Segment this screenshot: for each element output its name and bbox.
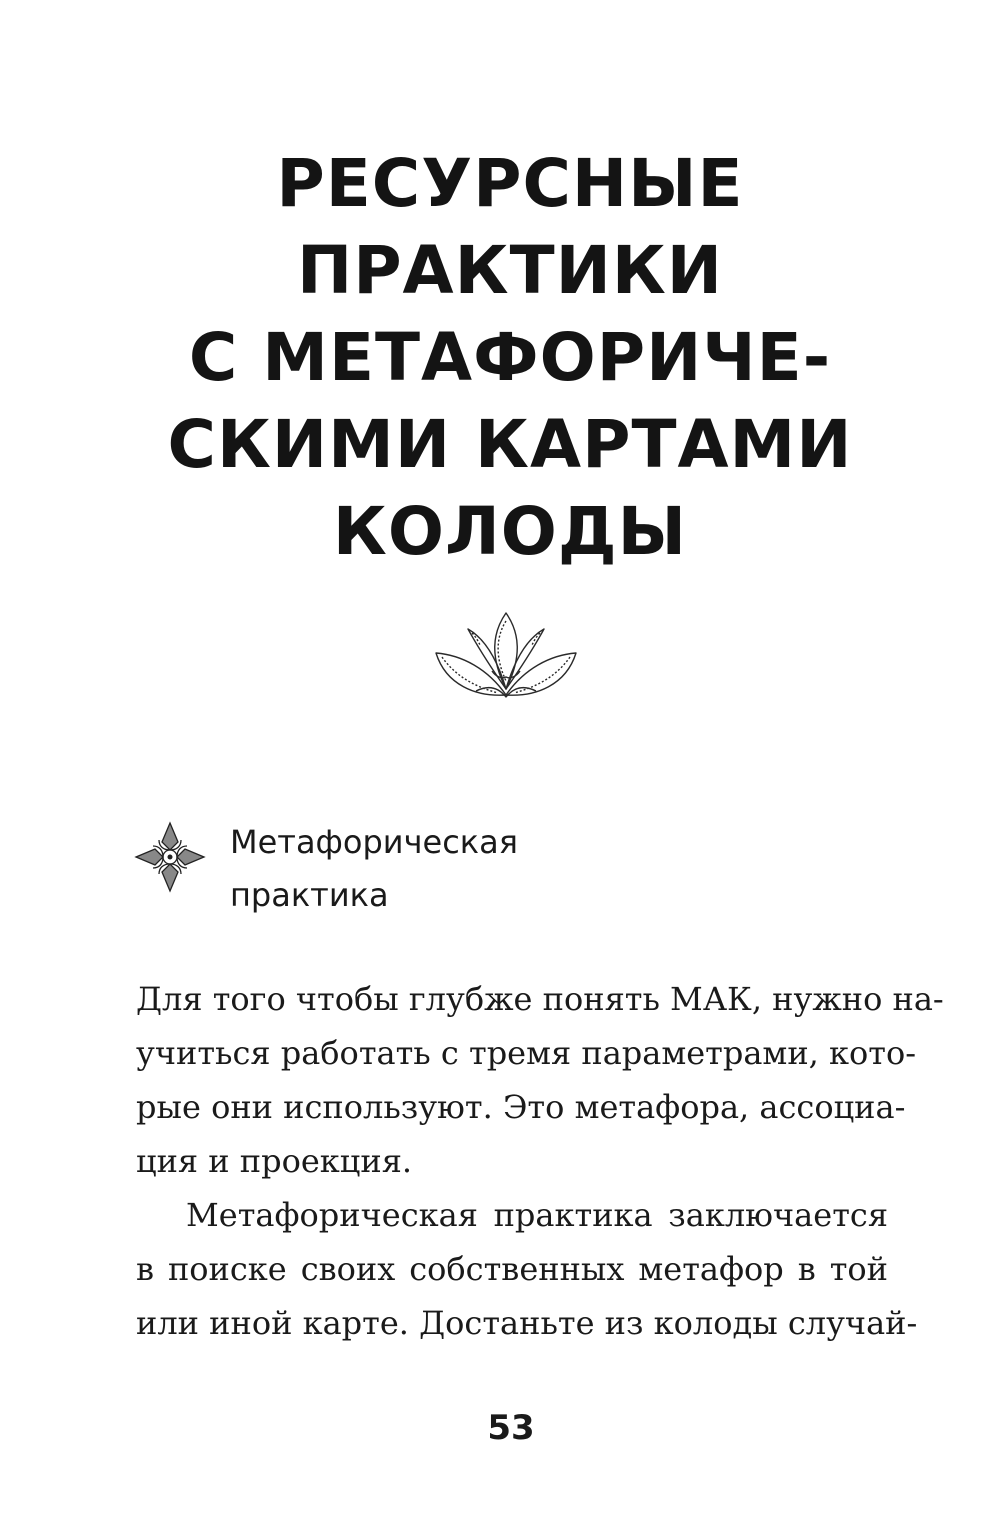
body-text <box>136 972 944 1350</box>
text-line: или иной карте. Достаньте из колоды случай- <box>136 1304 918 1342</box>
lotus-icon <box>432 607 580 707</box>
text-line: учиться работать с тремя параметрами, кото- <box>136 1034 917 1072</box>
text-line: ция и проекция. <box>136 1142 413 1180</box>
paragraph <box>136 1188 918 1350</box>
text-line: Для того чтобы глубже понять МАК, нужно на- <box>136 980 944 1018</box>
chapter-title-line: СКИМИ КАРТАМИ <box>167 406 853 483</box>
chapter-title-line: С МЕТАФОРИЧЕ- <box>188 319 832 396</box>
chapter-title-line: РЕСУРСНЫЕ <box>276 145 744 222</box>
section-title-line: практика <box>230 876 389 914</box>
text-line: Метафорическая практика заключается <box>186 1196 888 1234</box>
chapter-title <box>120 140 900 575</box>
chapter-title-line: КОЛОДЫ <box>332 493 688 570</box>
text-line: в поиске своих собственных метафор в той <box>136 1250 888 1288</box>
page-number: 53 <box>487 1408 535 1448</box>
text-line: рые они используют. Это метафора, ассоциа- <box>136 1088 906 1126</box>
chapter-title-line: ПРАКТИКИ <box>296 232 724 309</box>
section-title-line: Метафорическая <box>230 823 518 861</box>
diamond-ornament-icon <box>133 820 207 894</box>
paragraph <box>136 972 944 1188</box>
section-heading <box>133 816 733 926</box>
section-title <box>230 816 518 922</box>
